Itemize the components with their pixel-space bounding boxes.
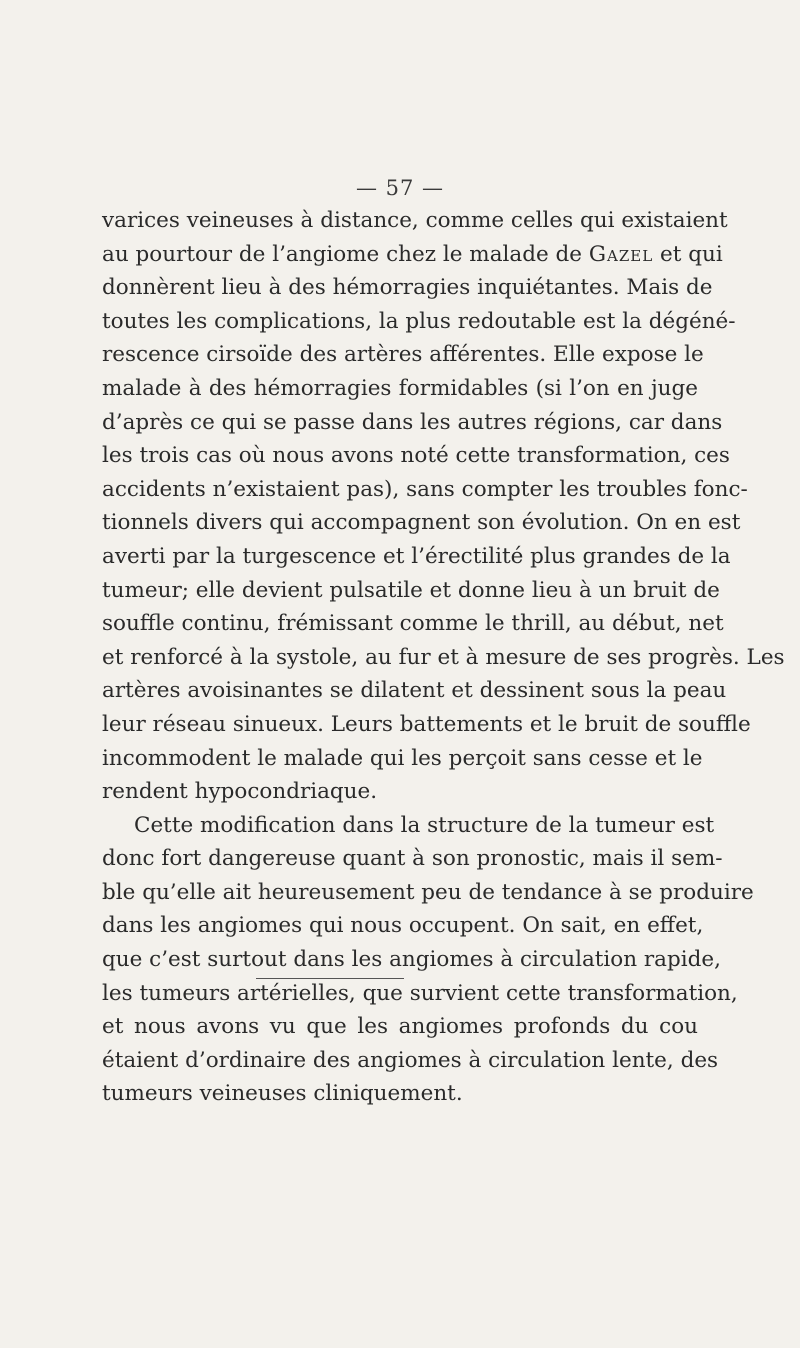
page-number: — 57 —	[355, 176, 445, 200]
text-line: tionnels divers qui accompagnent son évolution. On en est	[102, 510, 741, 536]
text-line: dans les angiomes qui nous occupent. On sait, en effet,	[102, 913, 704, 939]
text-line: et nous avons vu que les angiomes profonds du cou	[102, 1014, 698, 1040]
text-line: tumeur; elle devient pulsatile et donne lieu à un bruit de	[102, 577, 720, 603]
text-line: les tumeurs artérielles, que survient cette transformation,	[102, 980, 738, 1006]
text-line: averti par la turgescence et l’érectilité plus grandes de la	[102, 543, 731, 569]
body-text	[102, 204, 785, 1111]
text-line: varices veineuses à distance, comme celles qui existaient	[102, 208, 728, 233]
text-line: étaient d’ordinaire des angiomes à circulation lente, des	[102, 1047, 719, 1073]
text-line: ble qu’elle ait heureusement peu de tendance à se produire	[102, 879, 754, 905]
text-line: tumeurs veineuses cliniquement.	[102, 1081, 463, 1107]
text-line: au pourtour de l’angiome chez le malade de Gazel et qui	[102, 241, 723, 267]
text-line: leur réseau sinueux. Leurs battements et le bruit de souffle	[102, 711, 751, 737]
text-line: les trois cas où nous avons noté cette transformation, ces	[102, 443, 730, 469]
section-end-rule	[256, 978, 404, 979]
text-line: rescence cirsoïde des artères afférentes. Elle expose le	[102, 342, 704, 368]
text-line: et renforcé à la systole, au fur et à mesure de ses progrès. Les	[102, 644, 785, 670]
text-line: que c’est surtout dans les angiomes à circulation rapide,	[102, 947, 721, 973]
text-line: donnèrent lieu à des hémorragies inquiétantes. Mais de	[102, 275, 713, 301]
text-line: incommodent le malade qui les perçoit sans cesse et le	[102, 745, 703, 771]
text-line: Cette modification dans la structure de la tumeur est	[134, 812, 715, 838]
paragraph	[102, 809, 754, 1111]
text-line: souffle continu, frémissant comme le thrill, au début, net	[102, 611, 724, 637]
text-line: toutes les complications, la plus redoutable est la dégéné-	[102, 308, 736, 334]
text-line: rendent hypocondriaque.	[102, 779, 378, 805]
text-line: d’après ce qui se passe dans les autres régions, car dans	[102, 409, 723, 435]
paragraph	[102, 204, 785, 809]
author-name-small-caps: Gazel	[588, 241, 654, 267]
text-line: malade à des hémorragies formidables (si l’on en juge	[102, 375, 698, 401]
text-line: donc fort dangereuse quant à son pronostic, mais il sem-	[102, 846, 723, 872]
text-line: artères avoisinantes se dilatent et dessinent sous la peau	[102, 678, 727, 704]
text-line: accidents n’existaient pas), sans compter les troubles fonc-	[102, 476, 748, 502]
